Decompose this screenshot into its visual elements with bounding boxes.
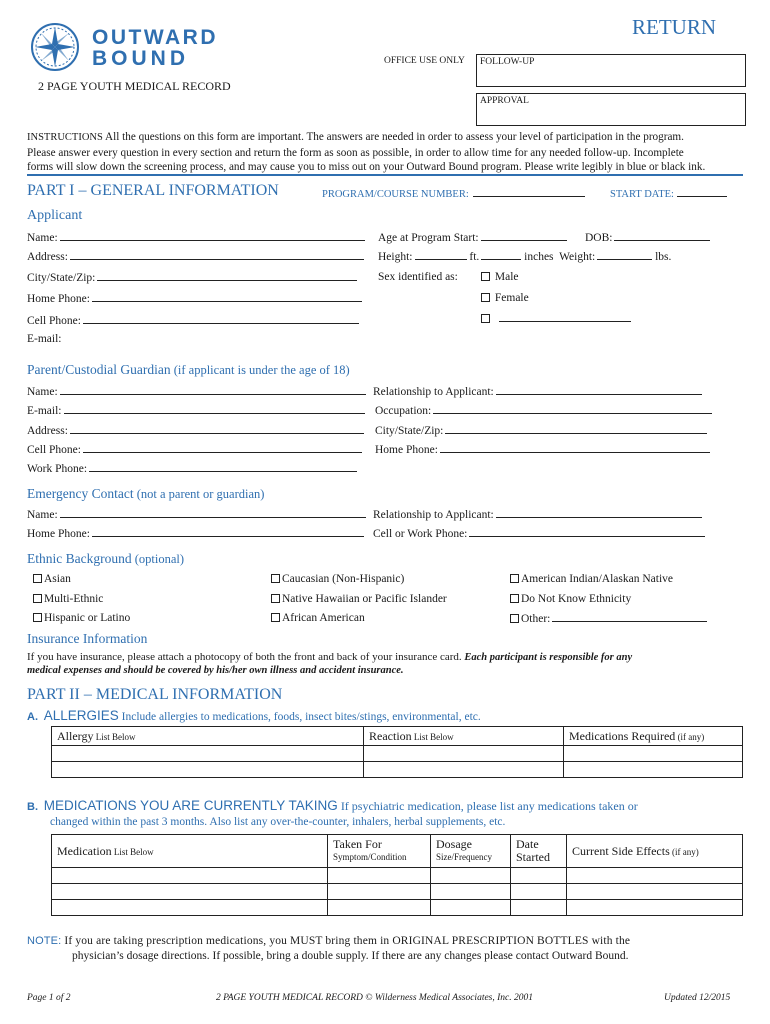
emergency-relationship-field[interactable]	[496, 508, 702, 518]
dosage-col-header: Dosage Size/Frequency	[431, 835, 511, 868]
guardian-email-row: E-mail:	[27, 404, 365, 417]
start-date-label: START DATE:	[610, 187, 727, 200]
medications-heading: B. MEDICATIONS YOU ARE CURRENTLY TAKING If psychiatric medication, please list any medications taken or	[27, 798, 638, 813]
sex-male[interactable]: Male	[481, 271, 519, 283]
applicant-city-row: City/State/Zip:	[27, 271, 357, 284]
allergies-heading: A. ALLERGIES Include allergies to medications, foods, insect bites/stings, environmental, etc.	[27, 708, 481, 723]
instructions	[27, 130, 747, 175]
ethnic-heading: Ethnic Background (optional)	[27, 551, 185, 566]
medication-col-header: Medication List Below	[52, 835, 328, 868]
checkbox[interactable]	[33, 613, 42, 622]
applicant-name-field[interactable]	[60, 231, 365, 241]
return-label: RETURN	[632, 15, 716, 39]
guardian-work-field[interactable]	[89, 462, 357, 472]
checkbox[interactable]	[271, 574, 280, 583]
ethnic-option[interactable]: Caucasian (Non-Hispanic)	[271, 573, 404, 585]
form-title: 2 PAGE YOUTH MEDICAL RECORD	[38, 79, 231, 93]
applicant-city-field[interactable]	[97, 271, 357, 281]
sex-row: Sex identified as:	[378, 271, 458, 283]
instructions-label: INSTRUCTIONS	[27, 132, 103, 143]
instructions-line3: forms will slow down the screening process, and may cause you to miss out on your Outward Bound program. Please write legibly in blue or black ink.	[27, 161, 706, 173]
guardian-name-row: Name:	[27, 385, 366, 398]
height-ft-field[interactable]	[415, 250, 467, 260]
footer-page: Page 1 of 2	[27, 993, 71, 1003]
checkbox[interactable]	[510, 594, 519, 603]
allergies-table	[51, 726, 743, 778]
checkbox[interactable]	[271, 613, 280, 622]
applicant-email-row: E-mail:	[27, 333, 62, 345]
applicant-home-field[interactable]	[92, 292, 362, 302]
emergency-heading: Emergency Contact (not a parent or guardian)	[27, 486, 265, 501]
side-effects-col-header: Current Side Effects (if any)	[567, 835, 743, 868]
other-sex-checkbox[interactable]	[481, 314, 490, 323]
compass-rose-icon	[30, 22, 80, 72]
approval-label: APPROVAL	[480, 96, 529, 106]
guardian-address-row: Address:	[27, 424, 364, 437]
guardian-cell-field[interactable]	[83, 443, 362, 453]
guardian-occupation-row: Occupation:	[375, 404, 712, 417]
height-in-field[interactable]	[481, 250, 521, 260]
guardian-heading: Parent/Custodial Guardian (if applicant is under the age of 18)	[27, 362, 350, 377]
weight-field[interactable]	[597, 250, 652, 260]
logo	[30, 22, 250, 74]
table-row[interactable]	[52, 746, 743, 762]
applicant-name-row: Name:	[27, 231, 365, 244]
ethnic-option[interactable]: Hispanic or Latino	[33, 612, 130, 624]
ethnic-option[interactable]: American Indian/Alaskan Native	[510, 573, 673, 585]
instructions-line1: All the questions on this form are important. The answers are needed in order to assess your level of participation in the program.	[102, 131, 684, 143]
applicant-address-field[interactable]	[70, 250, 364, 260]
note-line2: physician’s dosage directions. If possible, bring a double supply. If there are any changes please contact Outward Bound.	[72, 950, 629, 962]
applicant-dob-row: DOB:	[585, 231, 710, 244]
part1-title: PART I – GENERAL INFORMATION	[27, 182, 279, 199]
applicant-address-row: Address:	[27, 250, 364, 263]
guardian-occupation-field[interactable]	[433, 404, 712, 414]
emergency-home-field[interactable]	[92, 527, 364, 537]
followup-label: FOLLOW-UP	[480, 57, 535, 67]
guardian-home-row: Home Phone:	[375, 443, 710, 456]
emergency-relationship-row: Relationship to Applicant:	[373, 508, 702, 521]
footer-updated: Updated 12/2015	[664, 993, 731, 1003]
ethnic-option[interactable]: Other:	[510, 612, 707, 625]
guardian-work-row: Work Phone:	[27, 462, 357, 475]
emergency-cell-row: Cell or Work Phone:	[373, 527, 705, 540]
ethnic-option[interactable]: Native Hawaiian or Pacific Islander	[271, 593, 447, 605]
note-line1: NOTE: If you are taking prescription medications, you MUST bring them in ORIGINAL PRESCRIPTION BOTTLES with the	[27, 935, 631, 947]
female-checkbox[interactable]	[481, 293, 490, 302]
allergy-col-header: Allergy List Below	[52, 727, 364, 746]
guardian-email-field[interactable]	[64, 404, 365, 414]
ethnic-option[interactable]: African American	[271, 612, 365, 624]
medications-note2: changed within the past 3 months. Also list any over-the-counter, inhalers, herbal supplements, etc.	[50, 816, 506, 828]
divider	[27, 174, 743, 176]
ethnic-option[interactable]: Multi-Ethnic	[33, 593, 103, 605]
office-use-label: OFFICE USE ONLY	[384, 56, 465, 66]
part2-title: PART II – MEDICAL INFORMATION	[27, 686, 283, 703]
insurance-line1: If you have insurance, please attach a photocopy of both the front and back of your insurance card. Each participant is responsible for any	[27, 651, 633, 663]
approval-box[interactable]	[476, 93, 746, 126]
checkbox[interactable]	[271, 594, 280, 603]
height-row: Height: ft. inches Weight: lbs.	[378, 251, 672, 263]
brand-line2: BOUND	[92, 47, 189, 70]
checkbox[interactable]	[510, 614, 519, 623]
insurance-line2: medical expenses and should be covered by his/her own illness and accident insurance.	[27, 665, 404, 676]
start-date-field[interactable]	[677, 187, 727, 197]
applicant-age-row: Age at Program Start:	[378, 231, 567, 244]
guardian-address-field[interactable]	[70, 424, 364, 434]
applicant-cell-field[interactable]	[83, 314, 359, 324]
applicant-cell-row: Cell Phone:	[27, 314, 359, 327]
table-row[interactable]	[52, 900, 743, 916]
taken-for-col-header: Taken For Symptom/Condition	[328, 835, 431, 868]
guardian-cell-row: Cell Phone:	[27, 443, 362, 456]
other-sex-field[interactable]	[499, 312, 631, 322]
guardian-relationship-row: Relationship to Applicant:	[373, 385, 702, 398]
checkbox[interactable]	[33, 574, 42, 583]
table-row[interactable]	[52, 762, 743, 778]
footer-center: 2 PAGE YOUTH MEDICAL RECORD © Wilderness Medical Associates, Inc. 2001	[216, 993, 534, 1003]
dob-field[interactable]	[614, 231, 710, 241]
guardian-home-field[interactable]	[440, 443, 710, 453]
emergency-name-field[interactable]	[60, 508, 366, 518]
instructions-line2: Please answer every question in every section and return the form as soon as possible, in order to allow time for any needed follow-up. Incomplete	[27, 146, 684, 159]
reaction-col-header: Reaction List Below	[364, 727, 564, 746]
emergency-home-row: Home Phone:	[27, 527, 364, 540]
program-course-field[interactable]	[473, 187, 585, 197]
sex-female[interactable]: Female	[481, 292, 529, 304]
applicant-heading: Applicant	[27, 208, 83, 223]
guardian-city-field[interactable]	[445, 424, 707, 434]
age-field[interactable]	[481, 231, 567, 241]
guardian-name-field[interactable]	[60, 385, 366, 395]
brand-line1: OUTWARD	[92, 26, 218, 49]
ethnic-option[interactable]: Do Not Know Ethnicity	[510, 593, 631, 605]
medications-required-col-header: Medications Required (if any)	[564, 727, 743, 746]
guardian-relationship-field[interactable]	[496, 385, 702, 395]
date-started-col-header: Date Started	[511, 835, 567, 868]
table-row[interactable]	[52, 868, 743, 884]
guardian-city-row: City/State/Zip:	[375, 424, 707, 437]
emergency-cell-field[interactable]	[469, 527, 705, 537]
checkbox[interactable]	[510, 574, 519, 583]
applicant-home-row: Home Phone:	[27, 292, 362, 305]
medications-table	[51, 834, 743, 916]
table-row[interactable]	[52, 884, 743, 900]
insurance-heading: Insurance Information	[27, 631, 148, 646]
emergency-name-row: Name:	[27, 508, 366, 521]
male-checkbox[interactable]	[481, 272, 490, 281]
ethnic-other-field[interactable]	[552, 612, 707, 622]
sex-other[interactable]	[481, 312, 631, 325]
checkbox[interactable]	[33, 594, 42, 603]
ethnic-option[interactable]: Asian	[33, 573, 71, 585]
followup-box[interactable]	[476, 54, 746, 87]
program-course-label: PROGRAM/COURSE NUMBER:	[322, 187, 585, 200]
